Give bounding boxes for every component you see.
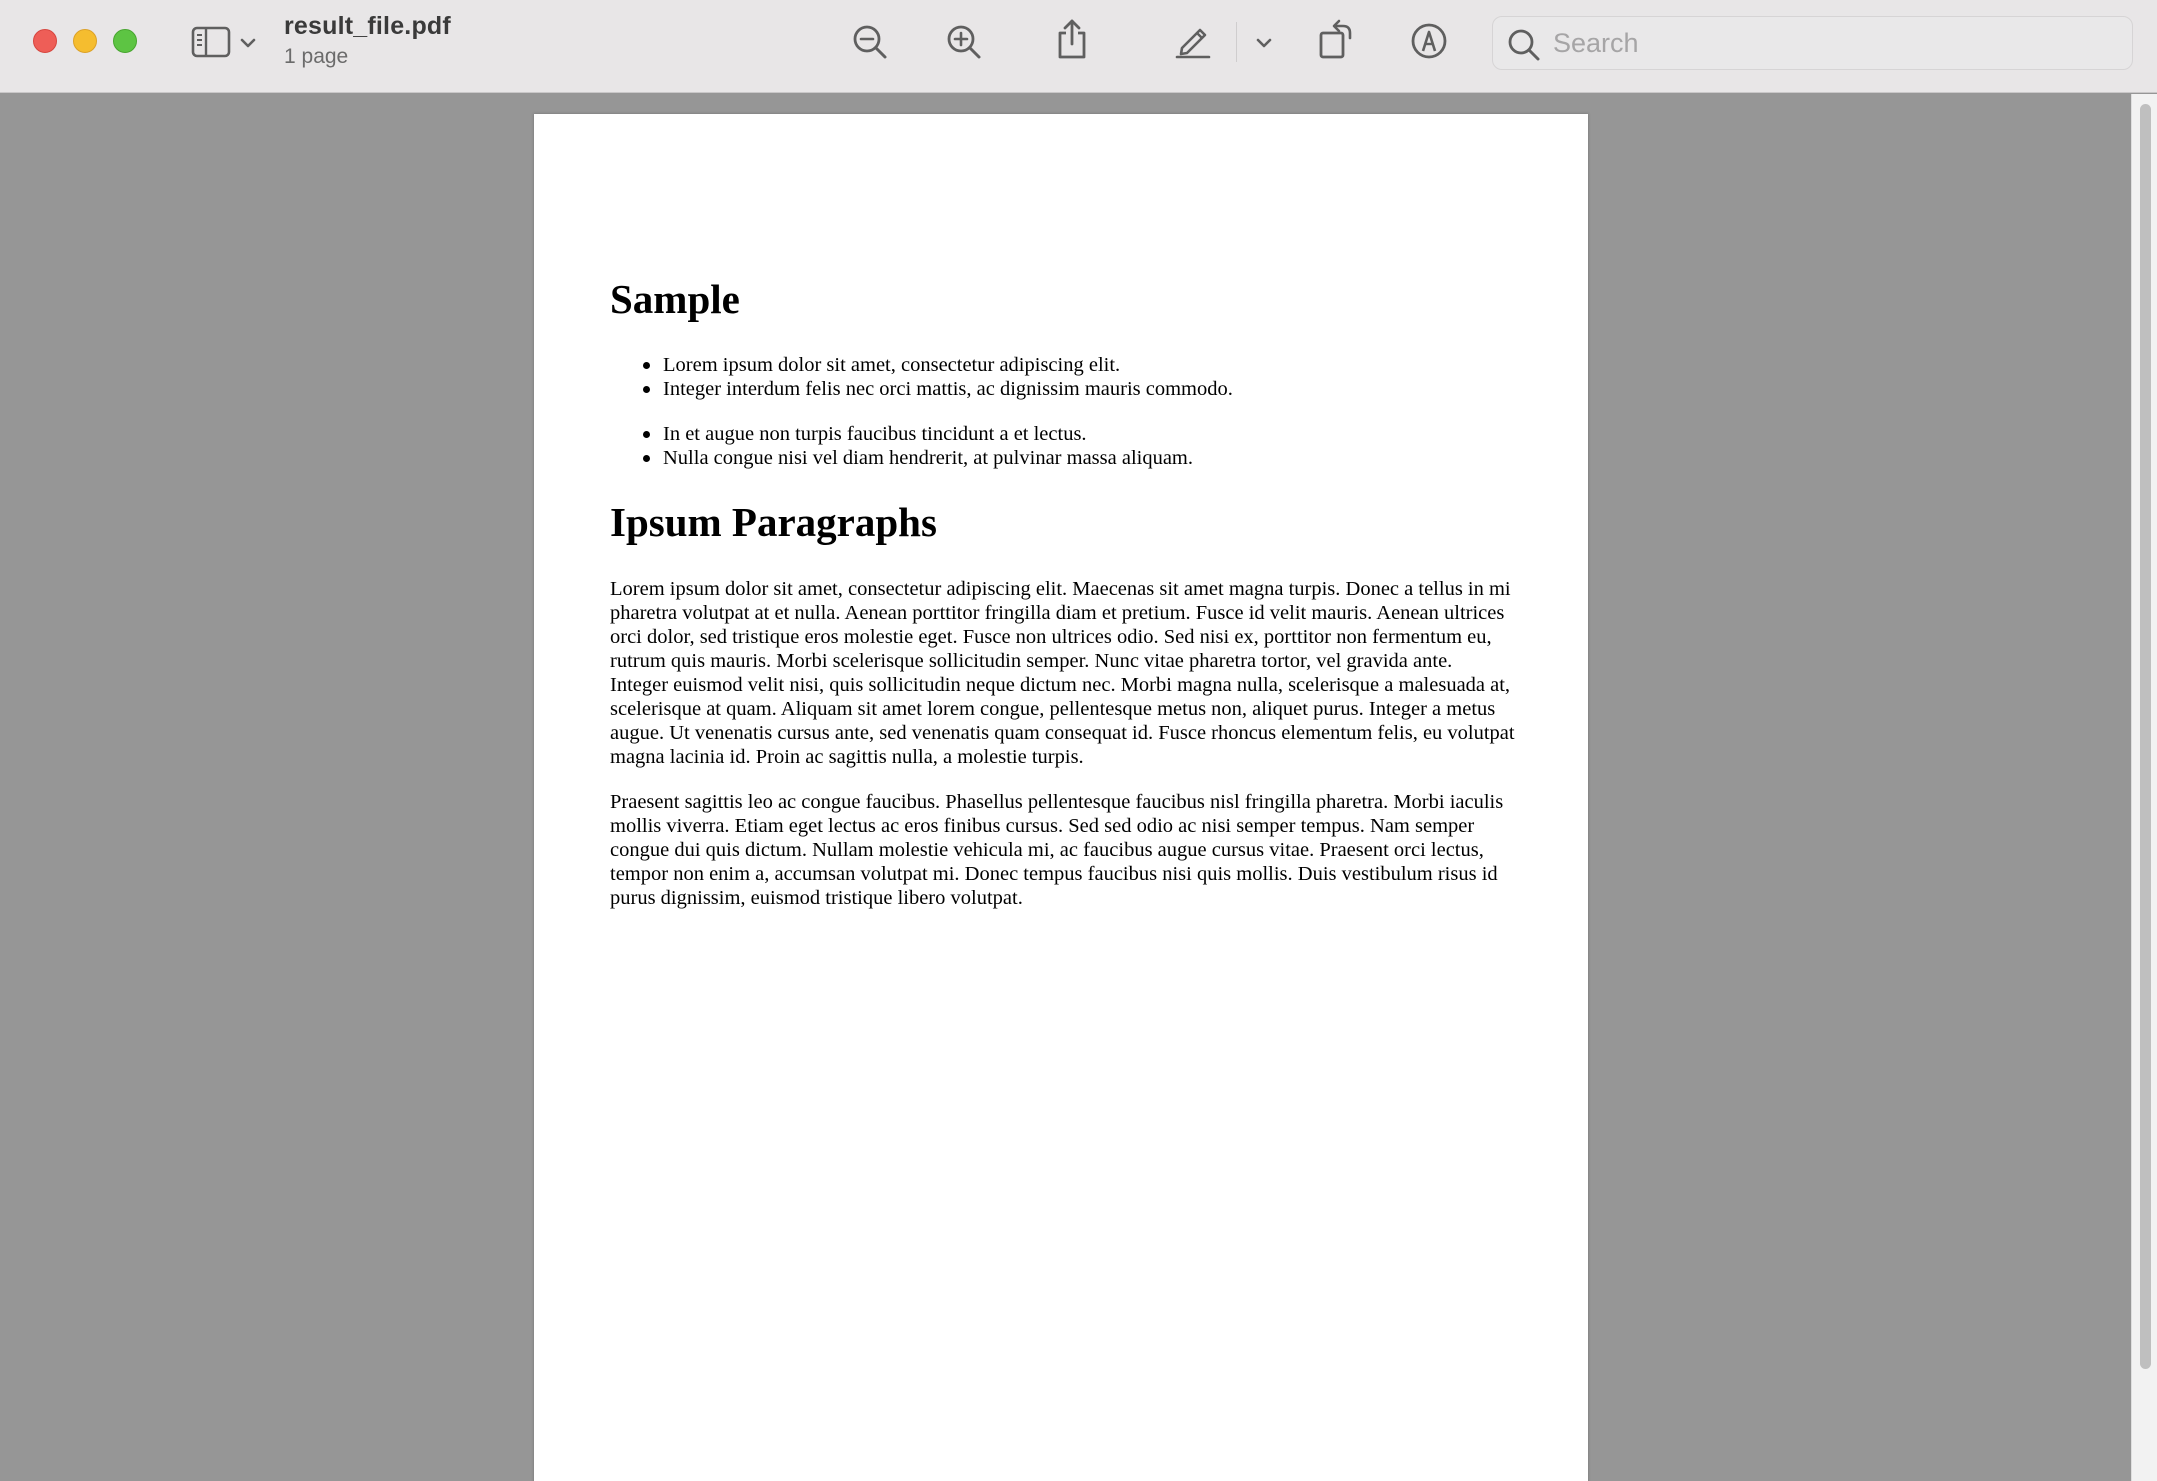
sidebar-options-button[interactable] bbox=[237, 32, 259, 54]
close-window-button[interactable] bbox=[33, 29, 57, 53]
paragraph: Lorem ipsum dolor sit amet, consectetur adipiscing elit. Maecenas sit amet magna turpis. Donec a tellus in mi pharetra volutpat at et nulla. Aenean porttitor fringilla diam et pretium. Fusce id velit mauris. Aenean ultrices orci dolor, sed tristique eros molestie eget. Fusce non ultrices odio. Sed nisi ex, porttitor non fermentum eu, rutrum quis mauris. Morbi scelerisque sollicitudin semper. Nunc vitae pharetra tortor, vel gravida ante. Integer euismod velit nisi, quis sollicitudin neque dictum nec. Morbi magna nulla, scelerisque a malesuada at, scelerisque at quam. Aliquam sit amet lorem congue, pellentesque metus non, aliquet purus. Integer a metus augue. Ut venenatis cursus ante, sed venenatis quam consequat id. Fusce rhoncus elementum felis, eu volutpat magna lacinia id. Proin ac sagittis nulla, a molestie turpis. bbox=[610, 578, 1515, 768]
minimize-window-button[interactable] bbox=[73, 29, 97, 53]
sidebar-icon bbox=[191, 26, 231, 58]
heading-ipsum-paragraphs: Ipsum Paragraphs bbox=[610, 499, 937, 545]
chevron-down-icon bbox=[1256, 37, 1272, 49]
list-item: In et augue non turpis faucibus tincidunt a et lectus. bbox=[610, 422, 1193, 446]
share-icon bbox=[1055, 18, 1089, 60]
list-item: Integer interdum felis nec orci mattis, ac dignissim mauris commodo. bbox=[610, 377, 1233, 401]
search-field[interactable] bbox=[1492, 16, 2133, 70]
zoom-out-button[interactable] bbox=[850, 22, 890, 62]
markup-options-button[interactable] bbox=[1252, 32, 1276, 54]
list-item: Nulla congue nisi vel diam hendrerit, at pulvinar massa aliquam. bbox=[610, 446, 1193, 470]
markup-pen-icon bbox=[1174, 21, 1212, 59]
pdf-page bbox=[534, 114, 1588, 1481]
rotate-button[interactable] bbox=[1316, 17, 1356, 61]
paragraph: Praesent sagittis leo ac congue faucibus. Phasellus pellentesque faucibus nisl fringilla pharetra. Morbi iaculis mollis viverra. Etiam eget lectus ac eros finibus cursus. Sed sed odio ac nisi semper tempus. Nam semper congue dui quis dictum. Nullam molestie vehicula mi, ac faucibus augue cursus vitae. Praesent orci lectus, tempor non enim a, accumsan volutpat mi. Donec tempus faucibus nisi quis mollis. Duis vestibulum risus id purus dignissim, euismod tristique libero volutpat. bbox=[610, 791, 1504, 909]
sidebar-toggle-button[interactable] bbox=[189, 22, 233, 62]
toolbar-separator bbox=[1236, 22, 1237, 62]
toolbar bbox=[0, 0, 2157, 93]
rotate-icon bbox=[1317, 18, 1355, 60]
bullet-list bbox=[610, 353, 1233, 401]
document-title: result_file.pdf bbox=[284, 12, 451, 40]
vertical-scrollbar[interactable] bbox=[2131, 94, 2157, 1481]
scrollbar-thumb[interactable] bbox=[2140, 104, 2151, 1369]
heading-sample: Sample bbox=[610, 276, 740, 322]
annotate-button[interactable] bbox=[1408, 20, 1450, 62]
page-count: 1 page bbox=[284, 45, 349, 68]
chevron-down-icon bbox=[240, 37, 256, 49]
zoom-in-icon bbox=[946, 24, 982, 60]
search-input[interactable] bbox=[1553, 17, 2113, 69]
bullet-list bbox=[610, 422, 1193, 470]
zoom-out-icon bbox=[852, 24, 888, 60]
markup-button[interactable] bbox=[1173, 20, 1213, 60]
search-icon bbox=[1507, 28, 1541, 67]
annotate-icon bbox=[1410, 22, 1448, 60]
zoom-in-button[interactable] bbox=[944, 22, 984, 62]
maximize-window-button[interactable] bbox=[113, 29, 137, 53]
list-item: Lorem ipsum dolor sit amet, consectetur adipiscing elit. bbox=[610, 353, 1233, 377]
share-button[interactable] bbox=[1053, 17, 1091, 61]
